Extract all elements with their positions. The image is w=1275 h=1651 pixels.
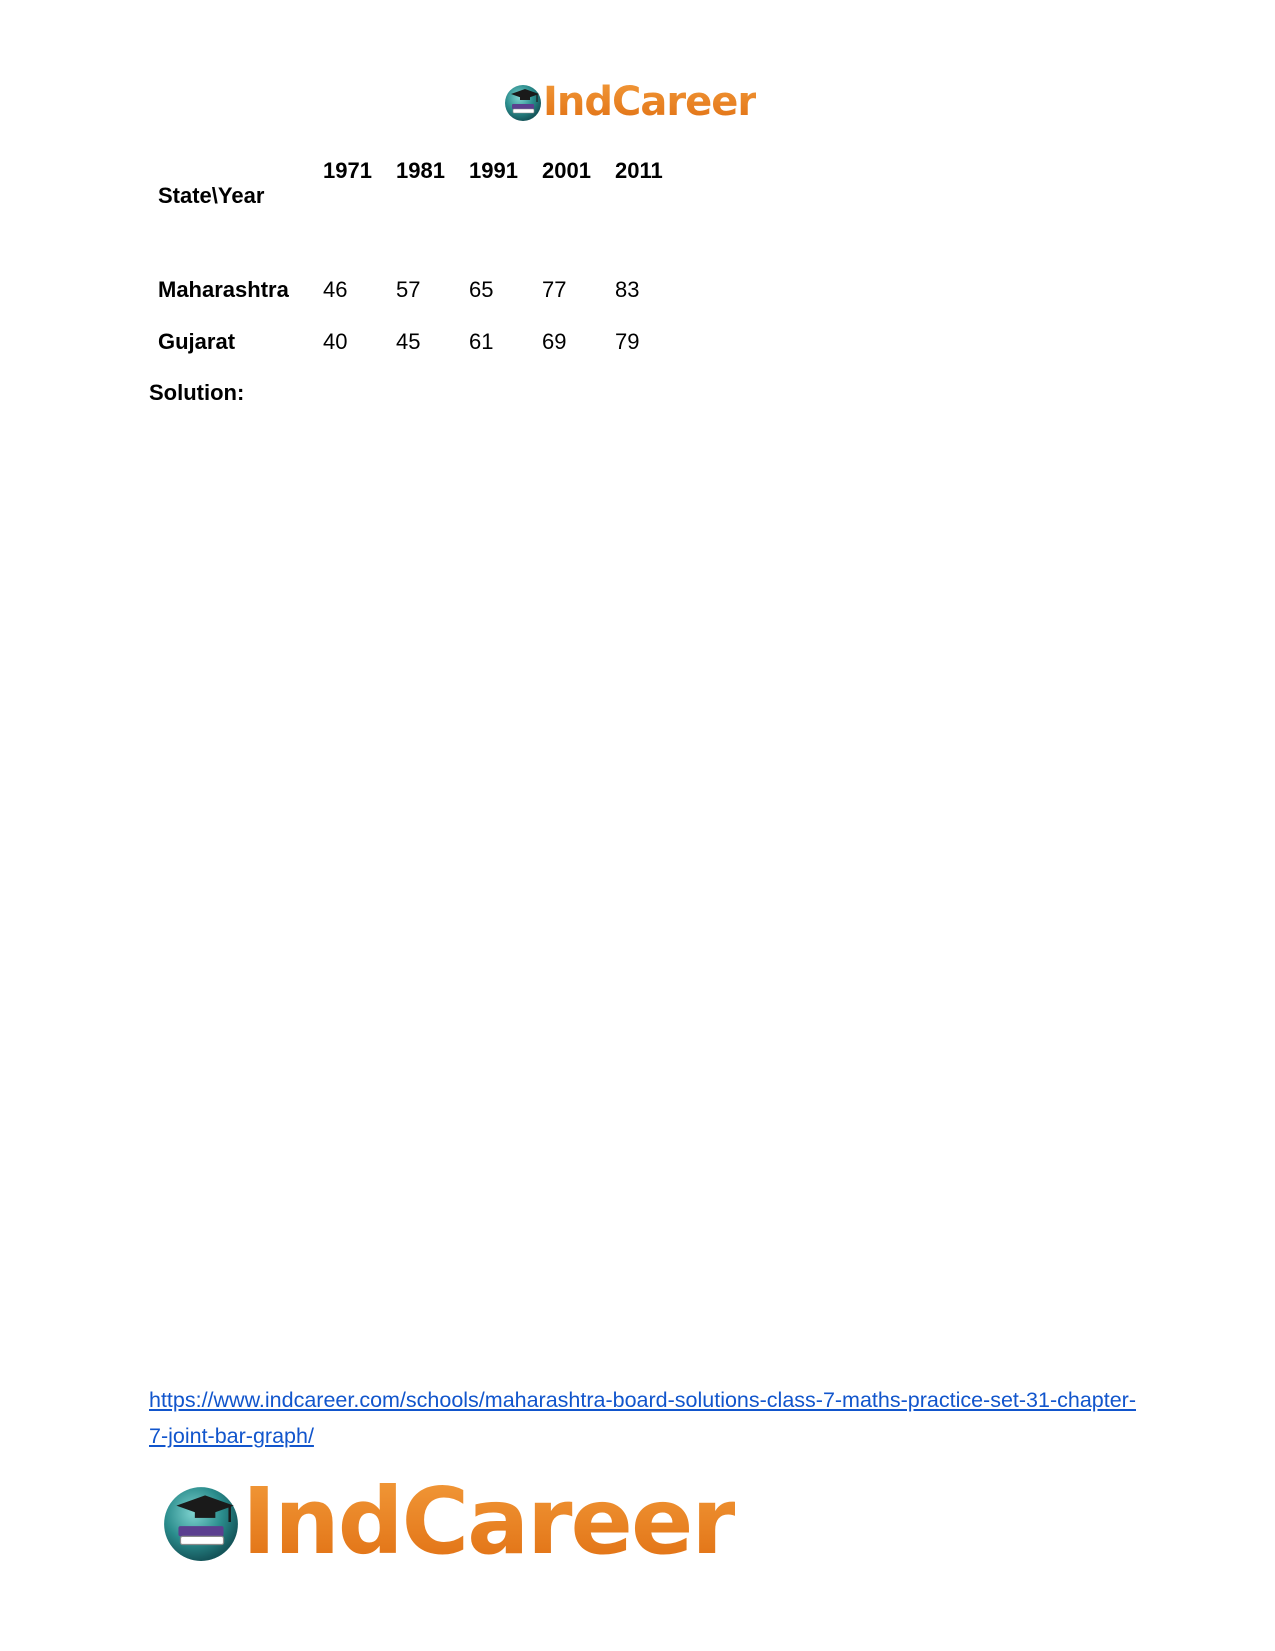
table-cell: 46 bbox=[323, 277, 348, 302]
source-link[interactable]: https://www.indcareer.com/schools/maharashtra-board-solutions-class-7-maths-practice-set-31-chapter-7-joint-bar-graph/ bbox=[149, 1388, 1136, 1448]
year-header: 1971 bbox=[323, 158, 372, 183]
table-cell: 69 bbox=[542, 329, 567, 354]
population-table bbox=[158, 158, 688, 381]
logo-wordmark: IndCareer bbox=[543, 79, 757, 125]
year-header: 1981 bbox=[396, 158, 445, 183]
table-cell: 77 bbox=[542, 277, 567, 302]
table-cell: 45 bbox=[396, 329, 421, 354]
state-label: Maharashtra bbox=[158, 277, 289, 302]
header-logo bbox=[503, 78, 756, 126]
corner-header: State\Year bbox=[158, 183, 265, 208]
year-header: 2001 bbox=[542, 158, 591, 183]
solution-heading: Solution: bbox=[149, 380, 245, 405]
table-cell: 83 bbox=[615, 277, 640, 302]
table-cell: 79 bbox=[615, 329, 640, 354]
table-cell: 40 bbox=[323, 329, 348, 354]
year-header: 1991 bbox=[469, 158, 518, 183]
table-row bbox=[158, 329, 688, 381]
table-header-row bbox=[158, 158, 688, 277]
logo-wordmark: IndCareer bbox=[242, 1468, 735, 1575]
year-header: 2011 bbox=[615, 158, 663, 183]
table-cell: 61 bbox=[469, 329, 494, 354]
table-cell: 65 bbox=[469, 277, 494, 302]
footer-logo bbox=[160, 1468, 735, 1575]
graduation-cap-globe-icon bbox=[503, 82, 543, 122]
table-row bbox=[158, 277, 688, 329]
state-label: Gujarat bbox=[158, 329, 236, 354]
graduation-cap-globe-icon bbox=[160, 1481, 242, 1563]
table-cell: 57 bbox=[396, 277, 421, 302]
